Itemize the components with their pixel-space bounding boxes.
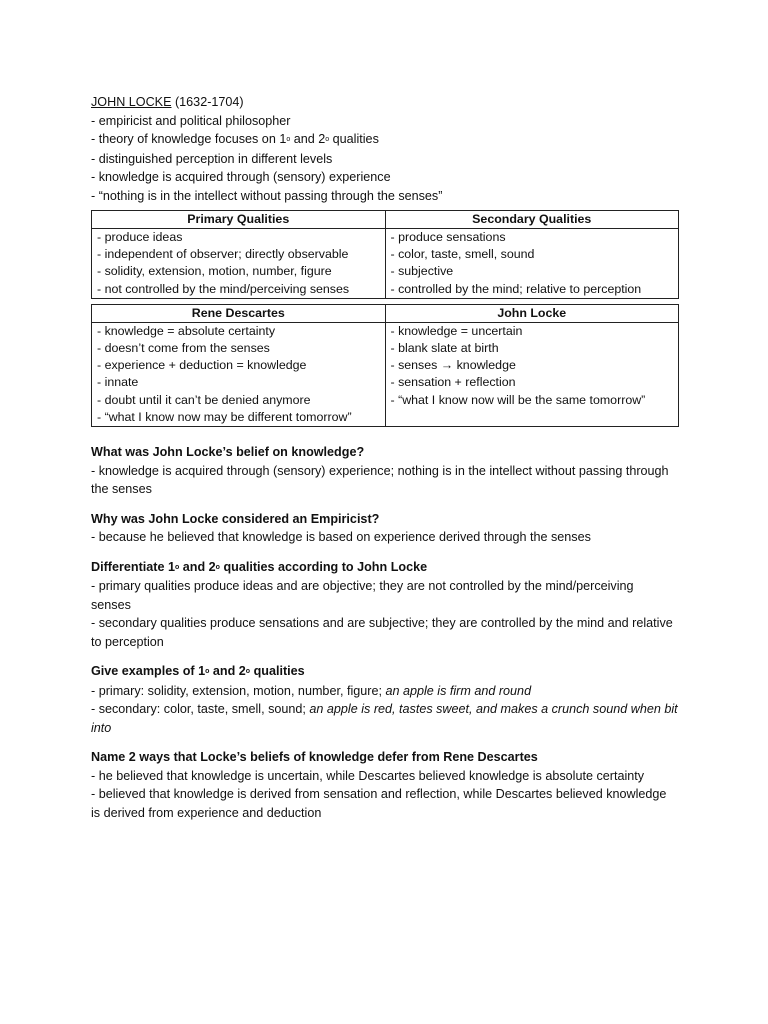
- cell-line: - knowledge = uncertain: [390, 323, 523, 338]
- cell-line: - knowledge = absolute certainty: [97, 323, 276, 338]
- cell-line: - sensation + reflection: [390, 375, 516, 390]
- question-heading: What was John Locke’s belief on knowledge?: [91, 445, 365, 460]
- bullet-line: - empiricist and political philosopher: [91, 113, 291, 128]
- cell-line: - doesn’t come from the senses: [97, 341, 270, 356]
- cell-line: - subjective: [390, 264, 454, 279]
- question-heading: Differentiate 1$^o$ and 2$^o$ qualities according to John Locke: [91, 559, 428, 574]
- question-heading: Name 2 ways that Locke’s beliefs of knowledge defer from Rene Descartes: [91, 750, 538, 765]
- bullet-line-theory: - theory of knowledge focuses on 1$^o$ and 2$^o$ qualities: [91, 132, 379, 146]
- question-heading: Give examples of 1$^o$ and 2$^o$ qualities: [91, 664, 305, 679]
- cell-line: - “what I know now will be the same tomorrow”: [390, 392, 646, 407]
- answer-line: - secondary: color, taste, smell, sound; an apple is red, tastes sweet, and makes a crunch sound when bit: [91, 702, 678, 717]
- qualities-table: [91, 210, 679, 299]
- table-cell: [92, 322, 386, 426]
- cell-line: - produce ideas: [97, 230, 183, 244]
- answer-line: - secondary qualities produce sensations and are subjective; they are controlled by the mind and relative: [91, 616, 673, 631]
- cell-line: - “what I know now may be different tomorrow”: [97, 409, 352, 424]
- answer-line: senses: [91, 597, 131, 612]
- cell-line: - color, taste, smell, sound: [390, 247, 535, 262]
- title-name: JOHN LOCKE: [91, 95, 172, 109]
- cell-line: - innate: [97, 375, 139, 390]
- cell-line: - solidity, extension, motion, number, figure: [97, 264, 332, 279]
- answer-line: into: [91, 720, 112, 735]
- answer-line: the senses: [91, 482, 152, 497]
- cell-line: - controlled by the mind; relative to perception: [390, 281, 642, 296]
- question-heading: Why was John Locke considered an Empiricist?: [91, 511, 380, 526]
- answer-line: - primary: solidity, extension, motion, number, figure; an apple is firm and round: [91, 683, 532, 698]
- table-cell: [92, 229, 386, 299]
- title-years: (1632-1704): [174, 95, 244, 109]
- table-header: Rene Descartes: [92, 304, 386, 322]
- table-cell: [385, 322, 679, 426]
- comparison-table: [91, 304, 679, 427]
- bullet-line: - distinguished perception in different levels: [91, 151, 333, 166]
- cell-line: - blank slate at birth: [390, 341, 499, 356]
- table-header: Primary Qualities: [92, 211, 386, 229]
- answer-line: - primary qualities produce ideas and are objective; they are not controlled by the mind/perceiving: [91, 579, 634, 594]
- table-header: John Locke: [385, 304, 679, 322]
- table-cell: [385, 229, 679, 299]
- cell-line: - produce sensations: [390, 230, 506, 244]
- bullet-line: - “nothing is in the intellect without passing through the senses”: [91, 188, 443, 203]
- cell-line: - not controlled by the mind/perceiving senses: [97, 281, 350, 296]
- answer-line: - because he believed that knowledge is based on experience derived through the senses: [91, 530, 591, 545]
- page-title: [91, 93, 683, 112]
- answer-line: - knowledge is acquired through (sensory) experience; nothing is in the intellect without passing through: [91, 463, 669, 478]
- cell-line: - senses → knowledge: [390, 358, 516, 373]
- answer-line: - he believed that knowledge is uncertain, while Descartes believed knowledge is absolute certainty: [91, 768, 645, 783]
- answer-line: is derived from experience and deduction: [91, 805, 322, 820]
- cell-line: - experience + deduction = knowledge: [97, 358, 307, 373]
- cell-line: - independent of observer; directly observable: [97, 247, 349, 262]
- cell-line: - doubt until it can’t be denied anymore: [97, 392, 311, 407]
- notes-content: [91, 93, 683, 822]
- answer-line: to perception: [91, 634, 164, 649]
- answer-line: - believed that knowledge is derived from sensation and reflection, while Descartes believed knowledge: [91, 787, 667, 802]
- table-header: Secondary Qualities: [385, 211, 679, 229]
- bullet-line: - knowledge is acquired through (sensory) experience: [91, 170, 391, 184]
